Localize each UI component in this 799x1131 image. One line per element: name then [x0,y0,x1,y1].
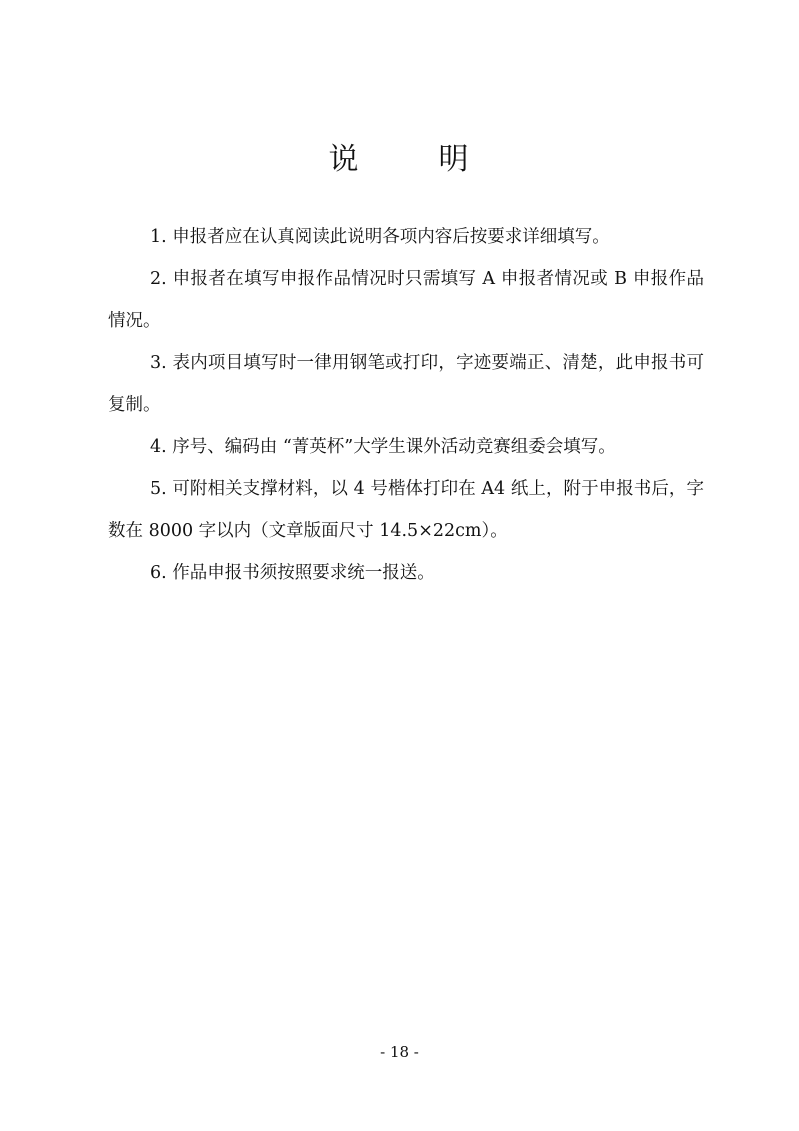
instruction-item-5: 5. 可附相关支撑材料，以 4 号楷体打印在 A4 纸上，附于申报书后，字数在 8000 字以内（文章版面尺寸 14.5×22cm）。 [108,479,704,541]
instruction-item-1: 1. 申报者应在认真阅读此说明各项内容后按要求详细填写。 [150,227,610,247]
title-char-1: 说 [328,142,361,177]
instruction-item-6: 6. 作品申报书须按照要求统一报送。 [150,563,435,583]
instructions-list [108,216,704,594]
instruction-item-4: 4. 序号、编码由 “菁英杯”大学生课外活动竞赛组委会填写。 [150,437,616,457]
page-number: - 18 - [380,1043,419,1061]
instruction-item-3: 3. 表内项目填写时一律用钢笔或打印，字迹要端正、清楚，此申报书可复制。 [108,353,704,415]
page-title [0,138,799,182]
instruction-item-2: 2. 申报者在填写申报作品情况时只需填写 A 申报者情况或 B 申报作品情况。 [108,269,704,331]
title-char-2: 明 [438,142,471,177]
